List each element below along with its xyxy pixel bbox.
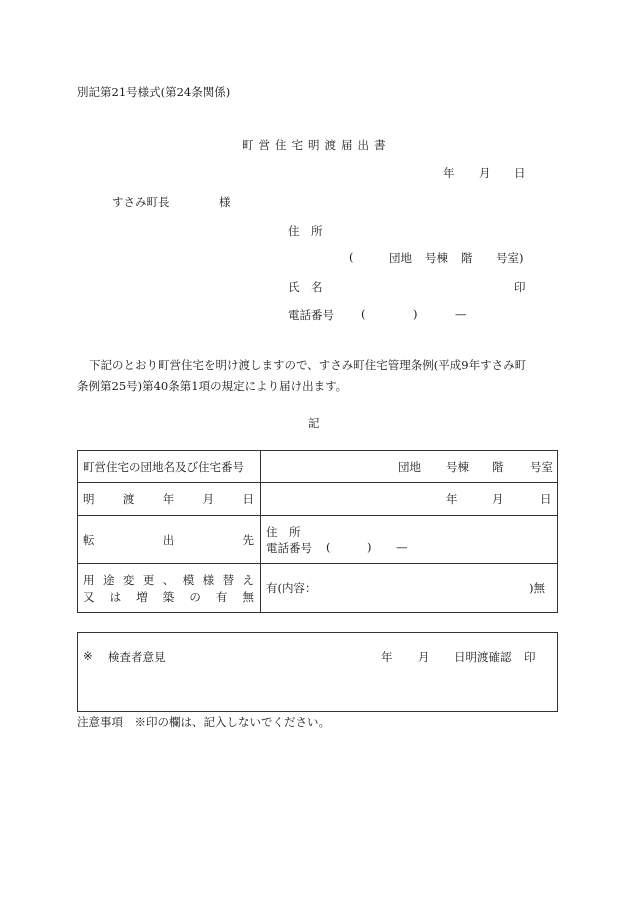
notes: 注意事項 ※印の欄は、記入しないでください。 xyxy=(77,715,330,729)
label-char: 年 xyxy=(162,492,175,506)
label-char: 様 xyxy=(202,573,215,587)
label-char: 月 xyxy=(202,492,215,506)
date-year: 年 xyxy=(443,166,455,180)
label-char: は xyxy=(109,590,122,604)
ki-label: 記 xyxy=(308,416,320,430)
label-char: 、 xyxy=(162,573,175,587)
row-destination-phone-close: ) xyxy=(367,540,372,554)
applicant-address-label: 住 所 xyxy=(288,224,323,238)
label-char: 日 xyxy=(242,492,254,506)
applicant-phone-dash: — xyxy=(455,307,467,321)
row-housing-goushitsu: 号室 xyxy=(530,460,553,474)
unit-goushitsu: 号室) xyxy=(496,251,524,265)
addressee-honorific: 様 xyxy=(219,195,231,209)
label-char: 途 xyxy=(102,573,115,587)
row-vacate-month: 月 xyxy=(492,492,504,506)
row-alteration-label-line1 xyxy=(83,572,254,588)
unit-danchi: 団地 xyxy=(389,251,412,265)
row-housing-gotou: 号棟 xyxy=(446,460,469,474)
unit-open-paren: ( xyxy=(349,250,354,264)
body-text-line2: 条例第25号)第40条第1項の規定により届け出ます。 xyxy=(77,379,348,393)
label-char: 築 xyxy=(162,590,175,604)
row-destination-address-label: 住 所 xyxy=(266,525,301,539)
label-char: 転 xyxy=(83,533,95,547)
label-char: 変 xyxy=(122,573,135,587)
inspector-box xyxy=(77,632,558,712)
form-label: 別記第21号様式(第24条関係) xyxy=(77,85,231,99)
unit-gotou: 号棟 xyxy=(425,251,448,265)
row-destination-phone-open: ( xyxy=(326,540,331,554)
unit-kai: 階 xyxy=(461,251,473,265)
date-month: 月 xyxy=(479,166,491,180)
label-char: 出 xyxy=(162,533,175,547)
label-char: 先 xyxy=(242,533,254,547)
applicant-seal: 印 xyxy=(514,280,526,294)
row-vacate-year: 年 xyxy=(446,492,458,506)
row-alteration-value-left: 有(内容： xyxy=(266,581,317,595)
inspector-seal: 印 xyxy=(524,650,536,664)
date-day: 日 xyxy=(514,166,526,180)
row-destination-phone-label: 電話番号 xyxy=(266,541,312,555)
applicant-phone-close: ) xyxy=(413,307,418,321)
addressee: すさみ町長 xyxy=(112,195,170,209)
inspector-label: 検査者意見 xyxy=(108,650,166,664)
row-housing-label: 町営住宅の団地名及び住宅番号 xyxy=(83,460,244,474)
row-destination-phone-dash: — xyxy=(396,540,408,554)
row-alteration-label-line2 xyxy=(83,589,254,605)
row-alteration-value-right: )無 xyxy=(529,581,545,595)
page-title: 町営住宅明渡届出書 xyxy=(242,138,391,152)
row-housing-kai: 階 xyxy=(492,460,504,474)
label-char: 増 xyxy=(136,590,148,604)
inspector-confirm: 日明渡確認 xyxy=(454,650,512,664)
row-vacate-date-label xyxy=(83,491,254,507)
row-vacate-day: 日 xyxy=(540,492,552,506)
label-char: 替 xyxy=(222,573,235,587)
applicant-phone-open: ( xyxy=(361,307,366,321)
label-char: 用 xyxy=(83,573,95,587)
row-housing-danchi: 団地 xyxy=(398,460,421,474)
label-char: え xyxy=(242,573,254,587)
label-char: 有 xyxy=(215,590,228,604)
inspector-month: 月 xyxy=(418,650,430,664)
label-char: 又 xyxy=(83,590,95,604)
label-char: 模 xyxy=(182,573,195,587)
label-char: 無 xyxy=(242,590,254,604)
label-char: 渡 xyxy=(122,492,135,506)
label-char: 更 xyxy=(142,573,155,587)
label-char: 明 xyxy=(83,492,95,506)
inspector-mark: ※ xyxy=(83,649,93,663)
row-destination-label xyxy=(83,532,254,548)
applicant-name-label: 氏 名 xyxy=(288,280,323,294)
inspector-year: 年 xyxy=(381,650,393,664)
label-char: の xyxy=(189,590,201,604)
body-text-line1: 下記のとおり町営住宅を明け渡しますので、すさみ町住宅管理条例(平成9年すさみ町 xyxy=(89,358,527,372)
applicant-phone-label: 電話番号 xyxy=(288,308,334,322)
